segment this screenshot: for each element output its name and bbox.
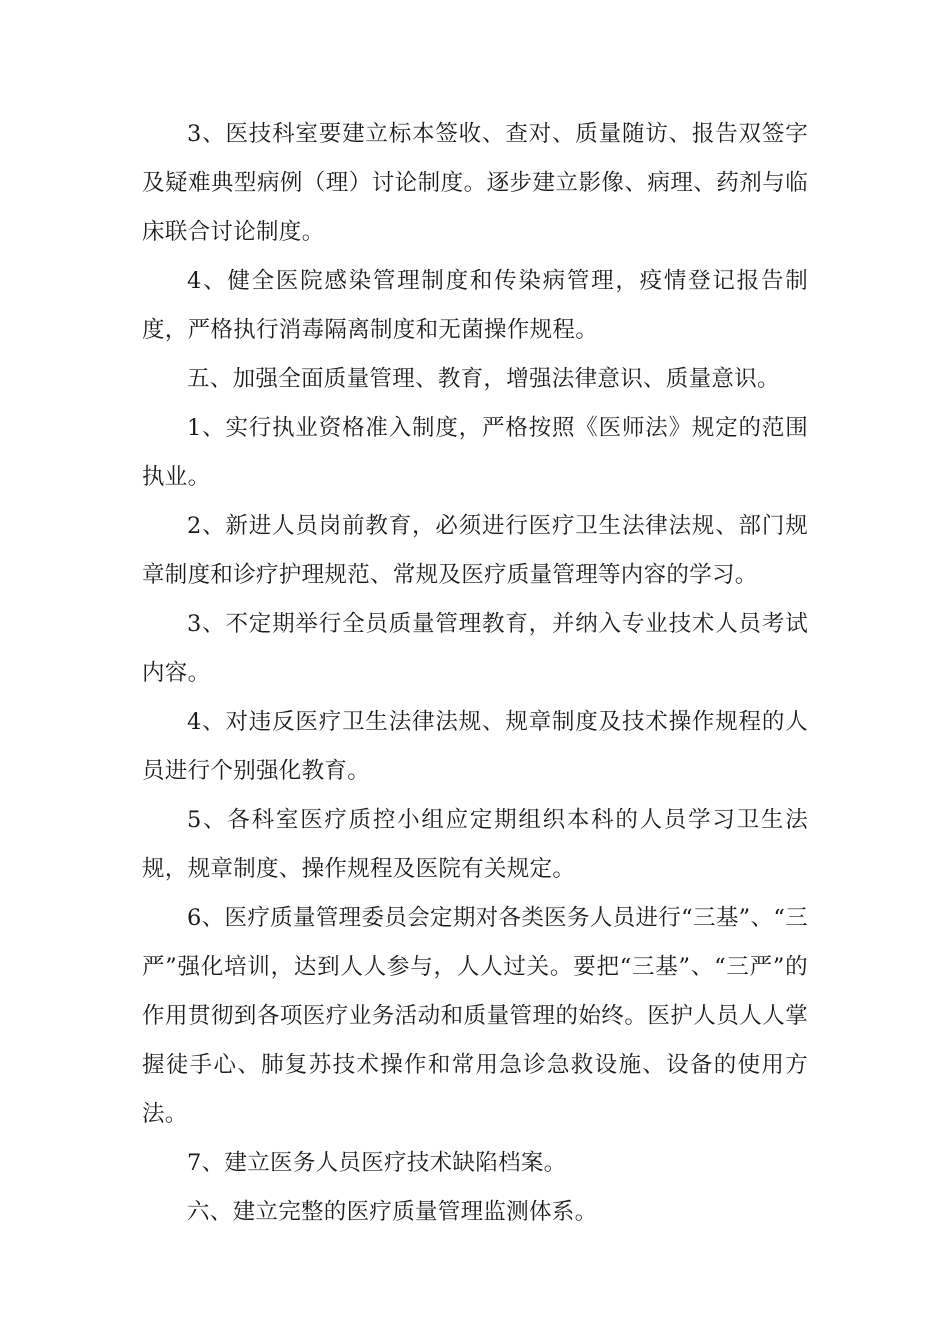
section-heading-six: 六、建立完整的医疗质量管理监测体系。 (187, 1199, 598, 1225)
paragraph-three-basics-training: 6、医疗质量管理委员会定期对各类医务人员进行“三基”、“三严”强化培训，达到人人参与，人人过关。要把“三基”、“三严”的作用贯彻到各项医疗业务活动和质量管理的始终。医护人员人人掌握徒手心、肺复苏技术操作和常用急诊急救设施、设备的使用方法。 (142, 905, 808, 1127)
paragraph-onboarding-education: 2、新进人员岗前教育，必须进行医疗卫生法律法规、部门规章制度和诊疗护理规范、常规及医疗质量管理等内容的学习。 (142, 513, 808, 588)
paragraph-individual-education: 4、对违反医疗卫生法律法规、规章制度及技术操作规程的人员进行个别强化教育。 (142, 709, 808, 784)
paragraph-quality-education: 3、不定期举行全员质量管理教育，并纳入专业技术人员考试内容。 (142, 611, 808, 686)
paragraph-practice-qualification: 1、实行执业资格准入制度，严格按照《医师法》规定的范围执业。 (142, 415, 808, 490)
paragraph-defect-records: 7、建立医务人员医疗技术缺陷档案。 (187, 1150, 567, 1176)
paragraph-department-study: 5、各科室医疗质控小组应定期组织本科的人员学习卫生法规，规章制度、操作规程及医院有关规定。 (142, 807, 808, 882)
paragraph-lab-review-system: 3、医技科室要建立标本签收、查对、质量随访、报告双签字及疑难典型病例（理）讨论制度。逐步建立影像、病理、药剂与临床联合讨论制度。 (142, 121, 808, 245)
document-body (142, 110, 808, 1237)
section-heading-five: 五、加强全面质量管理、教育，增强法律意识、质量意识。 (187, 366, 780, 392)
paragraph-infection-control: 4、健全医院感染管理制度和传染病管理，疫情登记报告制度，严格执行消毒隔离制度和无菌操作规程。 (142, 268, 808, 343)
